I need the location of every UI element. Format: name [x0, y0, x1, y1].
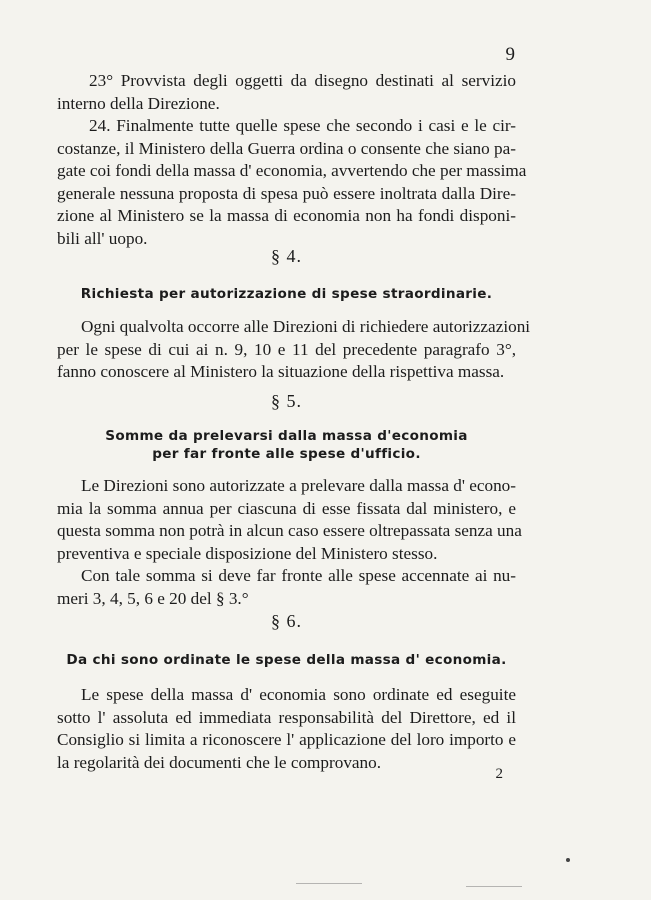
item-24-paragraph [57, 115, 527, 251]
item-23-paragraph [57, 70, 516, 115]
text-line: mia la somma annua per ciascuna di esse fissata dal ministero, e [57, 498, 516, 518]
text-line: questa somma non potrà in alcun caso essere oltrepassata senza una [57, 521, 522, 541]
text-line: gate coi fondi della massa d' economia, avvertendo che per massima [57, 161, 527, 181]
text-line: 23° Provvista degli oggetti da disegno destinati al servizio [89, 71, 516, 90]
scan-speck [566, 858, 570, 862]
text-line: interno della Direzione. [57, 93, 220, 113]
text-line: la regolarità dei documenti che le comprovano. [57, 752, 382, 772]
text-line: meri 3, 4, 5, 6 e 20 del § 3.° [57, 588, 249, 608]
section-6-number: § 6. [271, 611, 302, 631]
text-line: per le spese di cui ai n. 9, 10 e 11 del precedente paragrafo 3°, [57, 339, 516, 359]
section-4-heading: Richiesta per autorizzazione di spese straordinarie. [80, 286, 493, 302]
text-line: Le spese della massa d' economia sono ordinate ed eseguite [81, 685, 516, 704]
section-4-paragraph [57, 316, 531, 384]
text-line: fanno conoscere al Ministero la situazione della rispettiva massa. [57, 362, 505, 382]
section-5-heading-line-2: per far fronte alle spese d'ufficio. [152, 446, 421, 462]
scan-mark [466, 886, 522, 887]
text-line: sotto l' assoluta ed immediata responsabilità del Direttore, ed il [57, 707, 516, 727]
text-line: Ogni qualvolta occorre alle Direzioni di richiedere autorizzazioni [81, 317, 531, 336]
section-5-number: § 5. [271, 391, 302, 411]
text-line: generale nessuna proposta di spesa può essere inoltrata dalla Dire- [57, 183, 516, 203]
text-line: Con tale somma si deve far fronte alle spese accennate ai nu- [81, 566, 516, 586]
section-5-heading-line-1: Somme da prelevarsi dalla massa d'economia [105, 428, 468, 444]
text-line: 24. Finalmente tutte quelle spese che secondo i casi e le cir- [89, 116, 516, 135]
text-line: costanze, il Ministero della Guerra ordina o consente che siano pa- [57, 138, 516, 158]
signature-mark: 2 [495, 766, 503, 782]
text-line: bili all' uopo. [57, 228, 148, 248]
text-line: zione al Ministero se la massa di economia non ha fondi disponi- [57, 206, 516, 226]
text-line: Consiglio si limita a riconoscere l' applicazione del loro importo e [57, 730, 516, 750]
section-4-number: § 4. [271, 246, 302, 266]
page-number: 9 [505, 44, 515, 65]
section-5-paragraph [57, 475, 522, 611]
scan-mark [296, 883, 362, 884]
section-6-paragraph [57, 684, 516, 774]
text-line: Le Direzioni sono autorizzate a prelevare dalla massa d' econo- [81, 476, 516, 495]
text-line: preventiva e speciale disposizione del Ministero stesso. [57, 543, 438, 563]
section-6-heading: Da chi sono ordinate le spese della massa d' economia. [66, 652, 507, 668]
